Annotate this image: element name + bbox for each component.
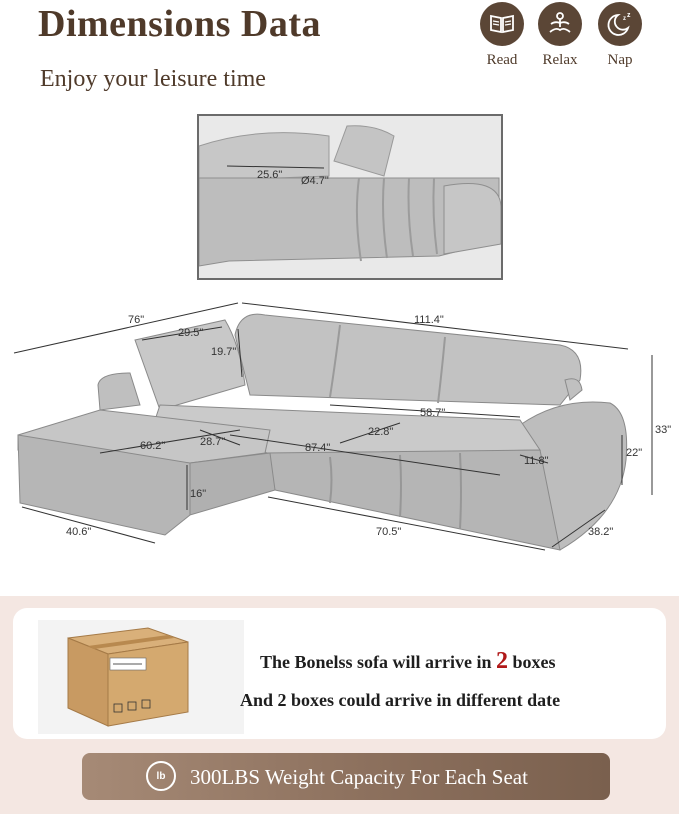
shipping-box-count (260, 648, 556, 675)
detail-pillow-diameter: Ø4.7" (301, 175, 329, 187)
dim-arm-width: 11.8" (524, 455, 549, 467)
dim-total-height: 33" (655, 424, 672, 436)
book-icon (480, 2, 524, 46)
dim-base-length: 70.5" (376, 526, 402, 538)
sofa-dimension-diagram (0, 285, 679, 590)
svg-text:z: z (627, 12, 631, 19)
feature-relax-label: Relax (542, 52, 578, 68)
dim-pillow-width: 29.5" (178, 327, 204, 339)
dim-chaise-seat-width: 28.7" (200, 436, 226, 448)
capacity-text: 300LBS Weight Capacity For Each Seat (190, 765, 528, 789)
dim-depth-overall: 76" (128, 314, 145, 326)
dim-pillow-height: 19.7" (211, 346, 237, 358)
dim-seat-depth: 22.8" (368, 426, 394, 438)
detail-pillow-width: 25.6" (257, 169, 283, 181)
feature-nap (590, 2, 650, 69)
feature-relax (530, 2, 590, 69)
cardboard-box-image (38, 620, 244, 734)
shipping-line1-suffix: boxes (508, 652, 556, 672)
pillow-detail-image (197, 114, 503, 280)
feature-nap-label: Nap (607, 52, 633, 68)
feature-read (472, 2, 532, 69)
dim-seat-width: 58.7" (420, 407, 446, 419)
dim-seat-height: 16" (190, 488, 207, 500)
page-title: Dimensions Data (38, 3, 322, 45)
svg-text:z: z (623, 16, 626, 22)
shipping-date-note: And 2 boxes could arrive in different date (240, 690, 561, 710)
page-subtitle: Enjoy your leisure time (40, 66, 266, 92)
meditation-icon (538, 2, 582, 46)
shipping-box-number: 2 (496, 648, 509, 674)
weight-icon: lb (146, 761, 176, 791)
shipping-line1-prefix: The Bonelss sofa will arrive in (260, 652, 497, 672)
dim-arm-height: 22" (626, 447, 643, 459)
dim-chaise-width: 40.6" (66, 526, 92, 538)
dim-base-depth: 38.2" (588, 526, 614, 538)
dim-chaise-seat-length: 60.2" (140, 440, 166, 452)
dim-seat-length: 87.4" (305, 442, 331, 454)
moon-sleep-icon (598, 2, 642, 46)
dim-length-overall: 111.4" (414, 314, 444, 326)
feature-read-label: Read (486, 52, 518, 68)
